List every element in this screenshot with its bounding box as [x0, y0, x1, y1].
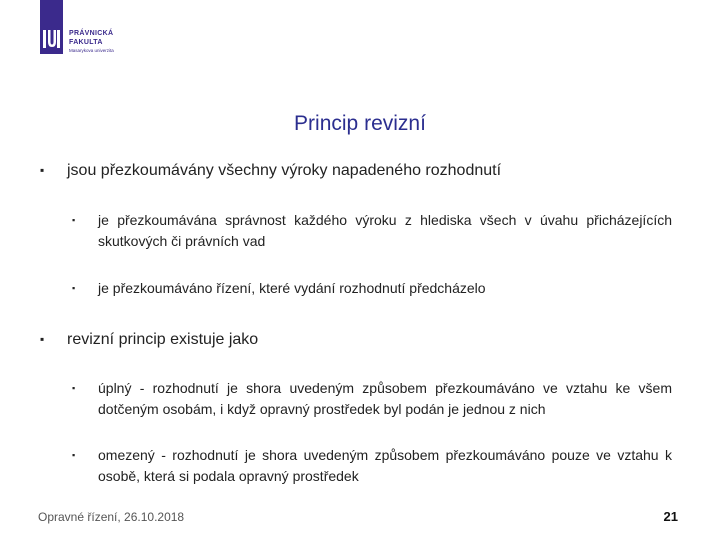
square-bullet-icon: ▪: [40, 332, 45, 346]
faculty-logo: [40, 0, 160, 60]
sub-bullet-text: je přezkoumáváno řízení, které vydání rozhodnutí předcházelo: [98, 280, 486, 296]
slide-title: Princip revizní: [294, 112, 426, 135]
square-bullet-icon: ▪: [40, 163, 45, 177]
logo-text-line2: FAKULTA: [69, 39, 103, 46]
square-bullet-icon: ▪: [72, 450, 76, 460]
logo-text-line3: Masarykova univerzita: [69, 48, 114, 53]
logo-text-line1: PRÁVNICKÁ: [69, 30, 114, 37]
square-bullet-icon: ▪: [72, 283, 76, 293]
square-bullet-icon: ▪: [72, 215, 76, 225]
university-logo-icon: [40, 0, 63, 54]
square-bullet-icon: ▪: [72, 383, 76, 393]
bullet-text: jsou přezkoumávány všechny výroky napadeného rozhodnutí: [67, 162, 502, 179]
page-number: 21: [663, 509, 678, 524]
sub-bullet-text: je přezkoumávána správnost každého výroku z hlediska všech v úvahu přicházejících skutkových či právních vad: [98, 212, 672, 249]
sub-bullet-text: omezený - rozhodnutí je shora uvedeným způsobem přezkoumáváno pouze ve vztahu k osobě, která si podala opravný prostředek: [98, 447, 672, 484]
footer-caption: Opravné řízení, 26.10.2018: [38, 510, 185, 524]
sub-bullet-text: úplný - rozhodnutí je shora uvedeným způsobem přezkoumáváno ve vztahu ke všem dotčeným osobám, i když opravný prostředek byl podán je jednou z nich: [98, 380, 672, 417]
bullet-text: revizní princip existuje jako: [67, 331, 259, 348]
